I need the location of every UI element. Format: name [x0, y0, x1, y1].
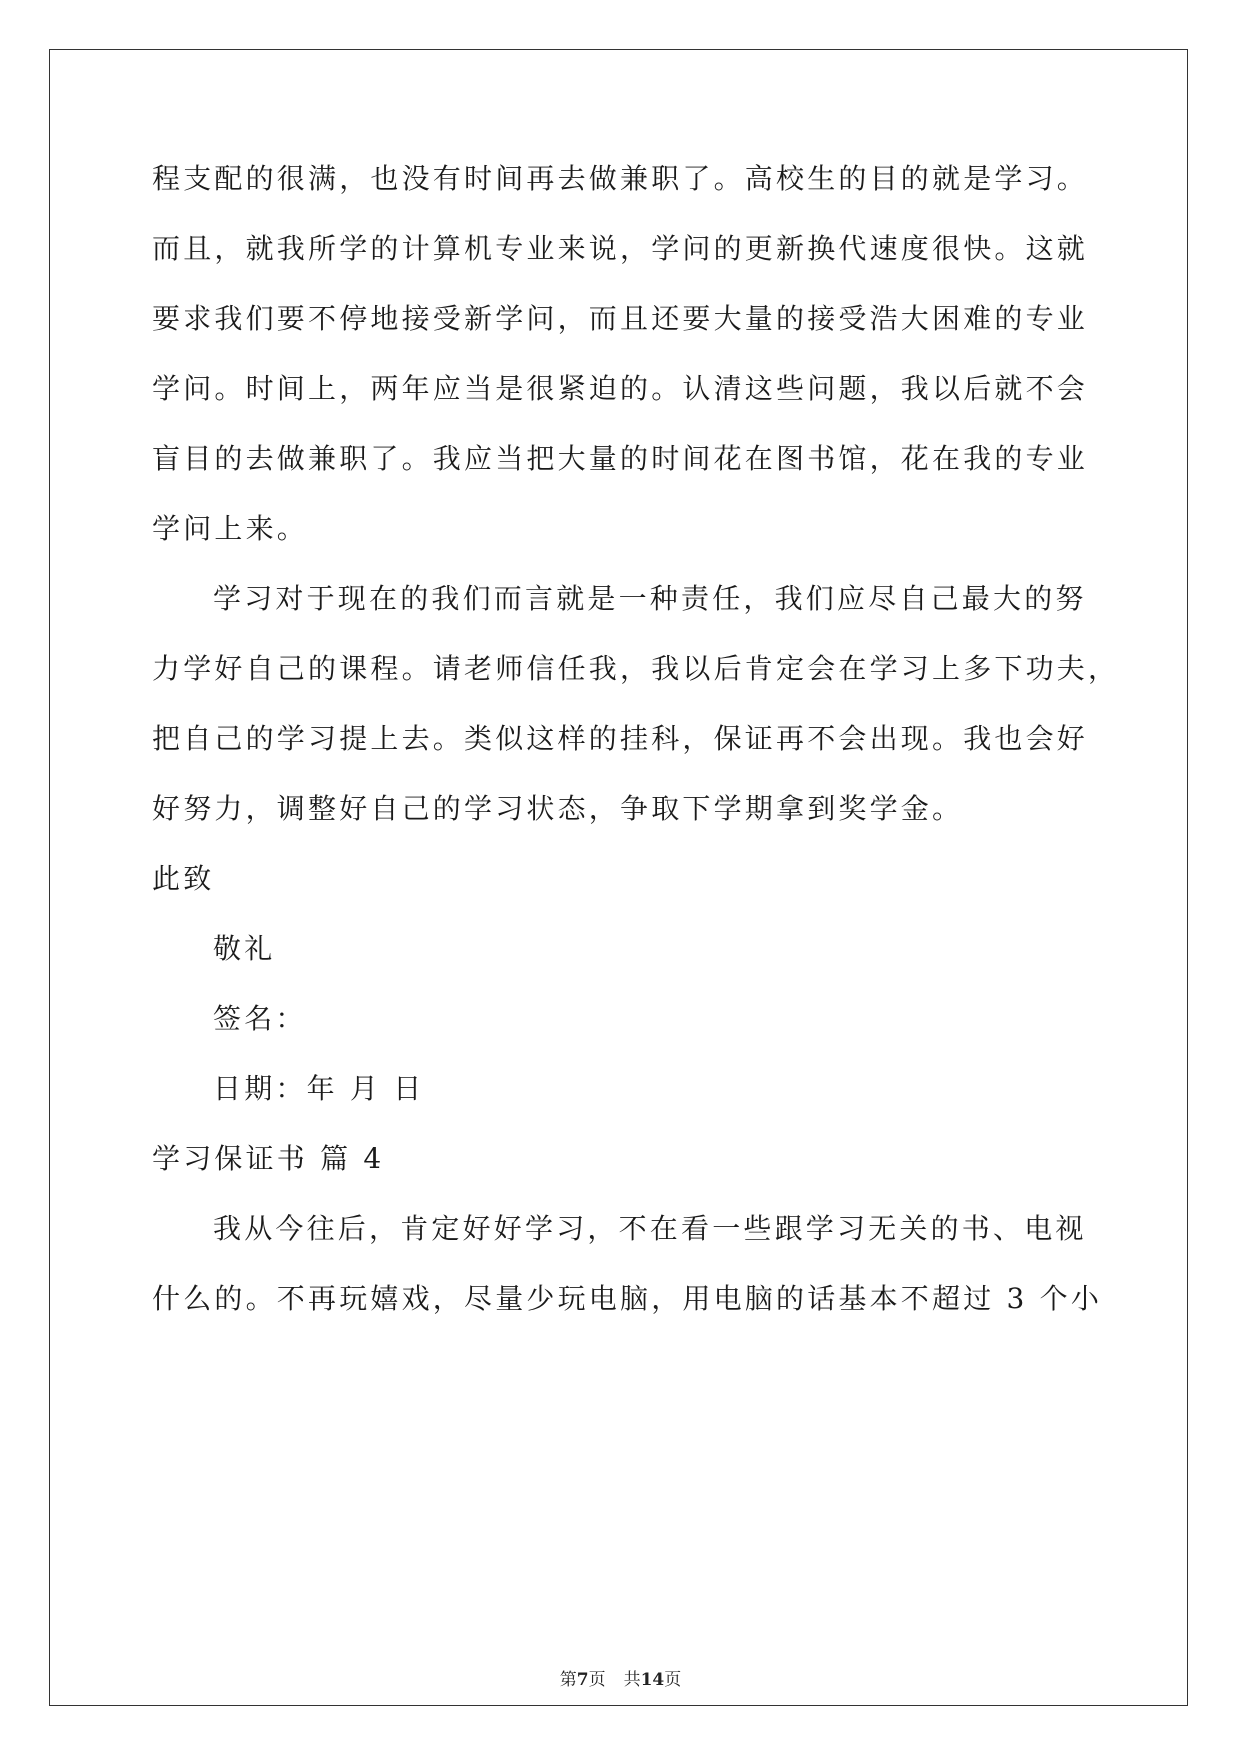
salutation: 此致 [152, 862, 215, 895]
total-prefix: 共 [623, 1670, 641, 1690]
text-line: 要求我们要不停地接受新学问，而且还要大量的接受浩大困难的专业 [152, 302, 1089, 335]
text-line: 程支配的很满，也没有时间再去做兼职了。高校生的目的就是学习。 [152, 162, 1089, 195]
text-line: 学问上来。 [152, 512, 309, 545]
page-suffix: 页 [588, 1670, 606, 1690]
text-line: 学习对于现在的我们而言就是一种责任，我们应尽自己最大的努 [213, 582, 1087, 615]
text-line: 好努力，调整好自己的学习状态，争取下学期拿到奖学金。 [152, 792, 964, 825]
closing: 敬礼 [213, 932, 276, 965]
text-line: 学问。时间上，两年应当是很紧迫的。认清这些问题，我以后就不会 [152, 372, 1089, 405]
section-heading: 学习保证书 篇 4 [152, 1142, 385, 1175]
date-label: 日期：年 月 日 [213, 1072, 425, 1105]
total-pages: 14 [640, 1670, 665, 1690]
text-line: 盲目的去做兼职了。我应当把大量的时间花在图书馆，花在我的专业 [152, 442, 1089, 475]
page-footer [0, 1670, 1241, 1690]
total-suffix: 页 [664, 1670, 682, 1690]
text-line: 把自己的学习提上去。类似这样的挂科，保证再不会出现。我也会好 [152, 722, 1089, 755]
page-border [49, 49, 1188, 1706]
page-prefix: 第 [559, 1670, 577, 1690]
signature-label: 签名： [213, 1002, 307, 1035]
text-line: 什么的。不再玩嬉戏，尽量少玩电脑，用电脑的话基本不超过 3 个小 [152, 1282, 1103, 1315]
text-line: 而且，就我所学的计算机专业来说，学问的更新换代速度很快。这就 [152, 232, 1089, 265]
text-line: 力学好自己的课程。请老师信任我，我以后肯定会在学习上多下功夫， [152, 652, 1120, 685]
text-line: 我从今往后，肯定好好学习，不在看一些跟学习无关的书、电视 [213, 1212, 1087, 1245]
page-number: 7 [576, 1670, 589, 1690]
